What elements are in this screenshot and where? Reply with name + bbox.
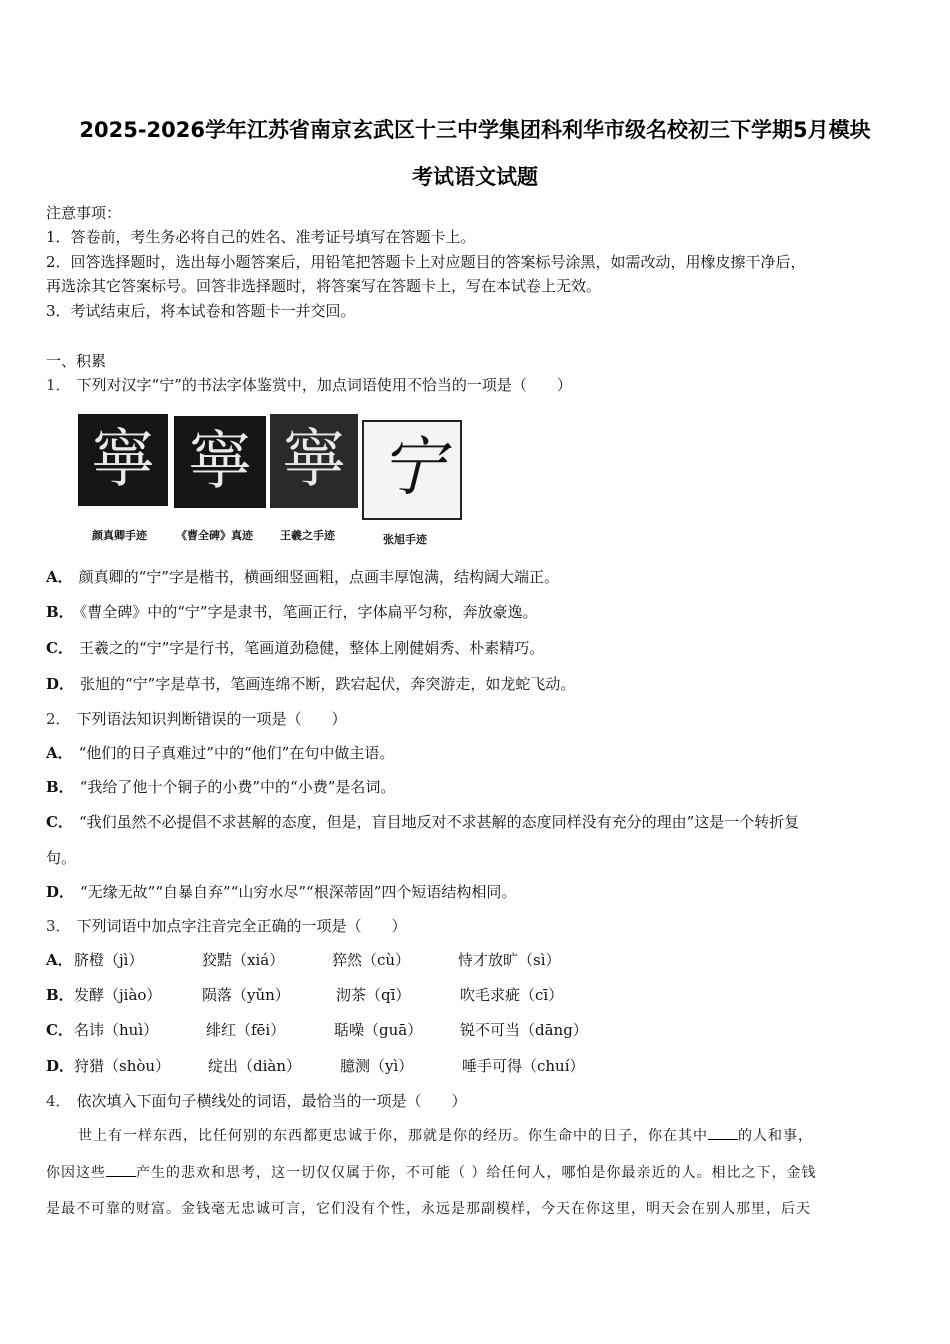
option-key: B．: [46, 778, 74, 796]
option-key: A．: [46, 568, 73, 586]
option-a: [46, 567, 906, 587]
passage-text: 的人和事，: [738, 1128, 813, 1144]
passage-line: 是最不可靠的财富。金钱毫无忠诚可言，它们没有个性，永远是那副模样，今天在你这里，明天会在别人那里，后天: [46, 1201, 811, 1217]
fill-blank: [708, 1125, 738, 1140]
option-c: [46, 638, 906, 658]
option-key: D．: [46, 883, 75, 901]
option-text: 张旭的“宁”字是草书，笔画连绵不断，跌宕起伏，奔突游走，如龙蛇飞动。: [80, 675, 576, 693]
calligraphy-glyph: 寧: [188, 425, 252, 499]
calligraphy-caption: 王羲之手迹: [280, 529, 335, 542]
option-key: C．: [46, 813, 73, 831]
option-word: 恃才放旷（sì）: [458, 951, 561, 969]
calligraphy-sample-yan: [78, 414, 168, 506]
notice-item: 再选涂其它答案标号。回答非选择题时，将答案写在答题卡上，写在本试卷上无效。: [46, 277, 602, 295]
option-d: [46, 674, 906, 694]
option-word: 吹毛求疵（cī）: [460, 986, 564, 1004]
option-word: 沏茶（qī）: [336, 986, 411, 1004]
question-text: 下列语法知识判断错误的一项是（ ）: [76, 710, 347, 728]
notice-item: 3．考试结束后，将本试卷和答题卡一并交回。: [46, 302, 356, 320]
exam-title-line1: 2025-2026学年江苏省南京玄武区十三中学集团科利华市级名校初三下学期5月模块: [79, 118, 871, 142]
option-c-continued: 句。: [46, 849, 77, 867]
calligraphy-caption: 张旭手迹: [383, 533, 427, 546]
option-key: C．: [46, 1021, 73, 1039]
option-word: 锐不可当（dāng）: [460, 1021, 588, 1039]
option-b: [46, 985, 906, 1005]
notice-heading: 注意事项：: [46, 204, 122, 222]
option-c: [46, 1020, 906, 1040]
question-number: 2．: [46, 710, 71, 728]
calligraphy-glyph: 宁: [380, 431, 444, 505]
option-word: 脐橙（jì）: [74, 951, 144, 969]
option-word: 猝然（cù）: [332, 951, 411, 969]
option-key: A．: [46, 951, 73, 969]
option-a: [46, 950, 906, 970]
option-text: 《曹全碑》中的“宁”字是隶书，笔画正行，字体扁平匀称，奔放豪逸。: [79, 603, 538, 621]
calligraphy-caption: 《曹全碑》真迹: [176, 529, 253, 542]
option-text: 王羲之的“宁”字是行书，笔画道劲稳健，整体上刚健娟秀、朴素精巧。: [78, 639, 545, 657]
calligraphy-sample-wang: [270, 414, 358, 508]
calligraphy-sample-zhangxu: [362, 420, 462, 520]
option-word: 绯红（fēi）: [206, 1021, 286, 1039]
calligraphy-glyph: 寧: [91, 423, 155, 497]
question-4-stem: [46, 1091, 906, 1111]
option-text: “无缘无故”“自暴自弃”“山穷水尽”“根深蒂固”四个短语结构相同。: [80, 883, 517, 901]
notice-item: 1．答卷前，考生务必将自己的姓名、准考证号填写在答题卡上。: [46, 228, 476, 246]
question-1-stem: [46, 375, 906, 395]
option-a: [46, 743, 906, 763]
question-2-stem: [46, 709, 906, 729]
option-key: C．: [46, 639, 73, 657]
option-d: [46, 882, 906, 902]
question-number: 3．: [46, 917, 71, 935]
option-b: [46, 777, 906, 797]
question-number: 1．: [46, 376, 71, 394]
passage-line: [46, 1162, 906, 1183]
question-text: 下列对汉字“宁”的书法字体鉴赏中，加点词语使用不恰当的一项是（ ）: [76, 376, 572, 394]
exam-title-line2: 考试语文试题: [412, 165, 538, 189]
option-word: 唾手可得（chuí）: [462, 1057, 585, 1075]
option-key: B．: [46, 986, 74, 1004]
option-word: 狩猎（shòu）: [74, 1057, 171, 1075]
calligraphy-sample-caoquan: [174, 416, 266, 508]
calligraphy-glyph: 寧: [282, 423, 346, 497]
question-number: 4．: [46, 1092, 71, 1110]
option-word: 聒噪（guā）: [334, 1021, 423, 1039]
option-word: 名讳（huì）: [74, 1021, 159, 1039]
option-word: 臆测（yì）: [340, 1057, 414, 1075]
option-word: 发酵（jiào）: [74, 986, 162, 1004]
passage-text: 你因这些: [46, 1165, 106, 1181]
question-text: 下列词语中加点字注音完全正确的一项是（ ）: [76, 917, 407, 935]
option-b: [46, 602, 906, 622]
fill-blank: [106, 1162, 136, 1177]
calligraphy-caption: 颜真卿手迹: [92, 529, 147, 542]
option-text: “他们的日子真难过”中的“他们”在句中做主语。: [78, 744, 395, 762]
passage-text: 产生的悲欢和思考，这一切仅仅属于你，不可能（ ）给任何人，哪怕是你最亲近的人。相比之下，金钱: [136, 1165, 817, 1181]
question-text: 依次填入下面句子横线处的词语，最恰当的一项是（ ）: [76, 1092, 467, 1110]
passage-line: [78, 1125, 906, 1146]
option-key: A．: [46, 744, 73, 762]
option-text: 颜真卿的“宁”字是楷书，横画细竖画粗，点画丰厚饱满，结构阔大端正。: [78, 568, 559, 586]
passage-text: 世上有一样东西，比任何别的东西都更忠诚于你，那就是你的经历。你生命中的日子，你在其中: [78, 1128, 708, 1144]
option-key: B．: [46, 603, 74, 621]
option-word: 陨落（yǔn）: [202, 986, 290, 1004]
option-key: D．: [46, 675, 75, 693]
option-c: [46, 812, 906, 832]
section-heading: 一、积累: [46, 352, 107, 370]
option-word: 绽出（diàn）: [208, 1057, 302, 1075]
option-word: 狡黠（xiá）: [202, 951, 285, 969]
notice-item: 2．回答选择题时，选出每小题答案后，用铅笔把答题卡上对应题目的答案标号涂黑，如需改动，用橡皮擦干净后，: [46, 253, 806, 271]
option-text: “我给了他十个铜子的小费”中的“小费”是名词。: [79, 778, 396, 796]
option-d: [46, 1056, 906, 1076]
calligraphy-figure: [78, 412, 463, 517]
question-3-stem: [46, 916, 906, 936]
option-text: “我们虽然不必提倡不求甚解的态度，但是，盲目地反对不求甚解的态度同样没有充分的理由”这是一个转折复: [78, 813, 800, 831]
option-key: D．: [46, 1057, 75, 1075]
